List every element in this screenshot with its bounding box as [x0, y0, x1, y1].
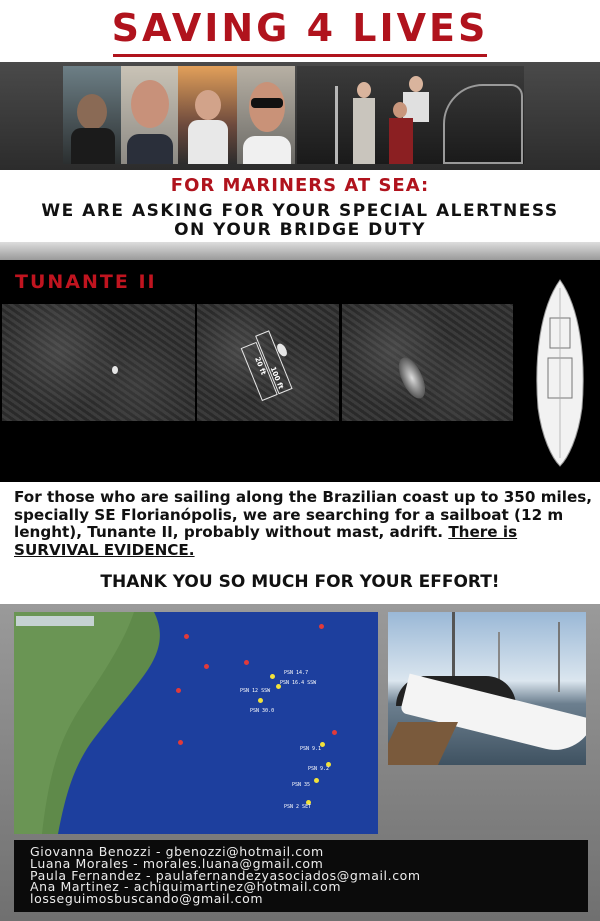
sailboat-photo — [388, 612, 586, 765]
divider-band — [0, 242, 600, 260]
map-label: PSN 9.1 — [300, 746, 322, 752]
contact-item: Luana Morales - morales.luana@gmail.com — [30, 855, 324, 871]
thank-you-line: THANK YOU SO MUCH FOR YOUR EFFORT! — [100, 572, 500, 592]
contact-list — [14, 840, 588, 912]
satellite-image-3 — [342, 304, 513, 421]
satellite-image-1 — [2, 304, 195, 421]
poster-title: SAVING 4 LIVES — [111, 6, 489, 50]
crew-photo-3 — [178, 66, 237, 164]
measurement-overlay — [197, 304, 339, 421]
map-label: PSN 30.0 — [250, 708, 275, 714]
contact-item: Ana Martinez - achiquimartinez@hotmail.com — [30, 879, 342, 895]
sat-label-20ft: 20 ft — [253, 355, 268, 377]
map-label: PSN 14.7 — [284, 670, 309, 676]
search-message — [14, 489, 594, 559]
crew-photo-4 — [237, 66, 295, 164]
survival-evidence: There is SURVIVAL EVIDENCE. — [14, 523, 518, 559]
contact-item: Giovanna Benozzi - gbenozzi@hotmail.com — [30, 844, 324, 859]
boat-name: TUNANTE II — [15, 271, 157, 293]
map-label: PSN 9.2 — [308, 766, 330, 772]
map-label: PSN 35 — [292, 782, 311, 788]
crew-photo-2 — [121, 66, 178, 164]
sailboat-diagram — [530, 278, 590, 468]
contact-item: Paula Fernandez - paulafernandezyasociados@gmail.com — [30, 867, 421, 883]
alert-heading: FOR MARINERS AT SEA: — [170, 175, 430, 196]
search-message-text: For those who are sailing along the Brazilian coast up to 350 miles, specially SE Florianópolis, we are searching for a sailboat (12 m lenght), Tunante II, probably without mast, adrift. — [14, 488, 593, 541]
alert-subheading-line1: WE ARE ASKING FOR YOUR SPECIAL ALERTNESS — [41, 201, 559, 221]
crew-photo-5 — [297, 66, 524, 164]
alert-subheading-line2: ON YOUR BRIDGE DUTY — [174, 220, 426, 240]
crew-photo-strip — [0, 62, 600, 170]
map-label: PSN 16.4 SSW — [280, 680, 317, 686]
satellite-image-2 — [197, 304, 339, 421]
map-label: PSN 12 SSW — [240, 688, 271, 694]
contact-item: losseguimosbuscando@gmail.com — [30, 891, 264, 907]
sat-label-100ft: 100 ft — [268, 365, 285, 391]
search-area-map — [14, 612, 378, 834]
coastline-shape — [14, 612, 378, 834]
map-label: PSN 2 SET — [284, 804, 312, 810]
title-underline — [113, 54, 487, 57]
crew-photo-1 — [63, 66, 121, 164]
